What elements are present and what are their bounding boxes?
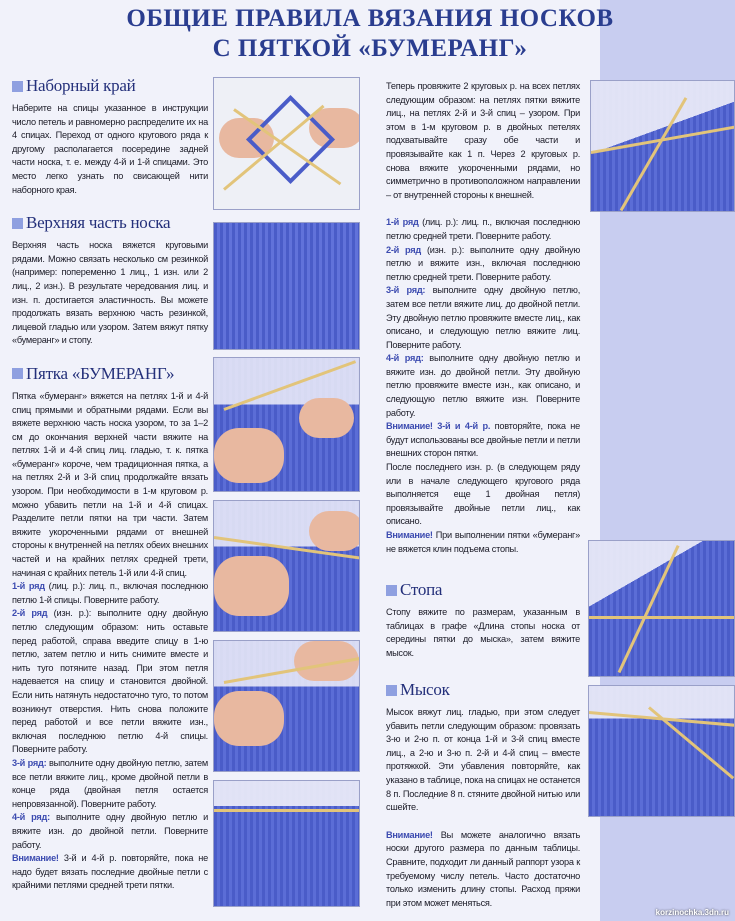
section-heading-cast-on <box>12 76 208 96</box>
heading-text: Верхняя часть носка <box>26 213 171 233</box>
heel-note <box>386 529 580 556</box>
foot-text: Стопу вяжите по размерам, указанным в таблицах в графе «Длина стопы носка от середины пятки до мыска», затем вяжите мысок. <box>386 607 580 658</box>
note-label: Внимание! <box>12 853 59 864</box>
row-text: повторяйте, пока не будут использованы все двойные петли и петли внешних сторон пятки. <box>386 421 580 459</box>
heel-row <box>12 580 208 607</box>
photo-cast-on <box>213 77 360 210</box>
square-bullet-icon <box>12 81 23 92</box>
heading-text: Мысок <box>400 680 450 699</box>
heel-text: Пятка «бумеранг» вяжется на петлях 1-й и 4-й спиц прямыми и обратными рядами. Если вы вяжете верхнюю часть носка узором, то за 1–2 см до окончания верхней части вяжите на петлях 1-й и 4-й спиц лиц. гладью, т. к. пятка «бумеранг» короче, чем традиционная пятка, а на петлях 2-й и 3-й спиц продолжайте вязать узором. При необходимости в 1-м круговом р. можно убавить петли на 1-й и 4-й спицах. Разделите петли пятки на три части. Затем вяжите укороченными рядами от внешней стороны к внутренней на петлях обеих внешних частей и на крайних петлях средней трети, начиная с крайних петель 1-й или 4-й спиц. <box>12 390 208 578</box>
heel-continue-intro: Теперь провяжите 2 круговых р. на всех петлях следующим образом: на петлях пятки вяжите лиц., на петлях 2-й и 3-й спиц – узором. При этом в 1-м круговом р. в двойных петелях подхватывайте сразу обе части и провязывайте как 1 п. Через 2 круговых р. снова вяжите укороченными рядами, но симметрично в противоположном направлении – от внутренней стороны к внешней. <box>386 81 580 200</box>
square-bullet-icon <box>386 585 397 596</box>
cast-on-text: Наберите на спицы указанное в инструкции число петель и равномерно распределите их на 4 спицах. Переход от одного кругового ряда к другому располагается посередине задней части носка, т. е. между 4-й и 1-й спицами. Это место легко узнать по свисающей нити наборного края. <box>12 103 208 195</box>
heel-note <box>12 852 208 893</box>
row-label: 1-й ряд <box>12 581 45 592</box>
row-text: выполните одну двойную петлю и вяжите изн. до двойной петли. Поверните работу. <box>12 812 208 850</box>
hand <box>309 511 360 551</box>
row-label: 4-й ряд: <box>386 353 424 364</box>
note-label: Внимание! <box>386 829 433 840</box>
row-text: (лиц. р.): лиц. п., включая последнюю петлю 1-й спицы. Поверните работу. <box>12 581 208 605</box>
row-label: Внимание! 3-й и 4-й р. <box>386 421 491 432</box>
title-line-2: С ПЯТКОЙ «БУМЕРАНГ» <box>212 35 528 62</box>
background <box>589 686 734 816</box>
heel-row <box>386 216 580 243</box>
photo-foot <box>588 540 735 677</box>
toe-text: Мысок вяжут лиц. гладью, при этом следует убавить петли следующим образом: провязать 3-ю и 2-ю п. от конца 1-й и 3-й спиц вместе лиц., а 2-ю и 3-ю п. 2-й и 4-й спиц – вместе протяжкой. Эти убавления повторяйте, как указано в таблице, пока на спицах не останется 8 п. Последние 8 п. стяните двойной нитью или сшейте. <box>386 707 580 813</box>
note-text: Вы можете аналогично вязать носки другого размера по данным таблицы. Сравните, подходит ли данный раппорт узора к требуемому числу петель. Часто достаточно только изменить длину стопы. Расход пряжи при этом может меняться. <box>386 829 580 908</box>
square-bullet-icon <box>386 685 397 696</box>
foot-section <box>386 580 580 660</box>
photo-heel-4 <box>213 780 360 907</box>
section-heading-top <box>12 213 208 233</box>
top-text: Верхняя часть носка вяжется круговыми рядами. Можно связать несколько см резинкой (например: попеременно 1 лиц., 1 изн. или 2 лиц., 2 изн.). В результате чередования лиц. и изн. п. достигается эластичность. Вы можете продолжать вязать верхнюю часть резинкой, лицевой гладью или узором. Затем вяжут пятку «бумеранг» и стопу. <box>12 240 208 346</box>
toe-section <box>386 680 580 910</box>
heading-text: Стопа <box>400 580 443 599</box>
note-text: 3-й и 4-й р. повторяйте, пока не надо будет вязать последние двойные петли с крайними петлями средней трети пятки. <box>12 853 208 891</box>
hand <box>299 398 354 438</box>
heel-row <box>386 420 580 461</box>
row-text: выполните одну двойную петлю и вяжите изн. до двойной петли. Эту двойную петлю провяжите вместе изн., как описано, и следующую петлю вяжите изн. Поверните работу. <box>386 353 580 418</box>
heel-row <box>12 811 208 852</box>
note-label: Внимание! <box>386 530 433 540</box>
background <box>589 541 734 676</box>
heel-after-text: После последнего изн. р. (в следующем ряду или в начале следующего кругового ряда выполняется еще 1 двойная петля) провязывайте двойные петли лиц., как описано. <box>386 462 580 527</box>
photo-heel-2 <box>213 500 360 632</box>
heel-row <box>386 284 580 352</box>
square-bullet-icon <box>12 218 23 229</box>
heel-row <box>386 244 580 285</box>
row-text: выполните одну двойную петлю, затем все петли вяжите лиц., кроме двойной петли в конце ряда (двойная петля остается непровязанной). Поверните работу. <box>12 757 208 809</box>
photo-toe <box>588 685 735 817</box>
toe-note <box>386 829 580 911</box>
heading-text: Наборный край <box>26 76 136 95</box>
watermark: korzinochka.3dn.ru <box>655 908 729 917</box>
row-text: (лиц. р.): лиц. п., включая последнюю петлю средней трети. Поверните работу. <box>386 217 580 241</box>
right-column <box>386 80 580 556</box>
left-column <box>12 76 208 893</box>
row-label: 2-й ряд <box>12 608 48 619</box>
heel-row <box>386 352 580 420</box>
heel-row <box>12 607 208 757</box>
row-text: выполните одну двойную петлю, затем все петли вяжите лиц. до двойной петли. Эту двойную петлю провяжите вместе лиц., как описано, и следующую петлю вяжите лиц. Поверните работу. <box>386 285 580 350</box>
background <box>214 781 359 906</box>
photo-heel-3 <box>213 640 360 772</box>
note-text: При выполнении пятки «бумеранг» не вяжется клин подъема стопы. <box>386 530 580 554</box>
section-heading-foot <box>386 580 580 600</box>
needle <box>589 616 735 619</box>
hand <box>214 428 284 483</box>
page-title <box>60 4 680 64</box>
hand <box>214 556 289 616</box>
row-label: 3-й ряд: <box>12 757 47 768</box>
needle <box>214 809 360 812</box>
row-text: (изн. р.): выполните одну двойную петлю и вяжите изн., включая последнюю петлю средней трети. Поверните работу. <box>386 244 581 282</box>
square-bullet-icon <box>12 368 23 379</box>
heel-row <box>12 757 208 811</box>
row-label: 3-й ряд: <box>386 285 426 296</box>
row-label: 4-й ряд: <box>12 812 50 823</box>
title-line-1: ОБЩИЕ ПРАВИЛА ВЯЗАНИЯ НОСКОВ <box>126 5 614 32</box>
photo-ribbing <box>213 222 360 350</box>
row-text: (изн. р.): выполните одну двойную петлю следующим образом: нить оставьте перед работой, справа введите спицу в 1-ю петлю, затем петлю и нить снимите вместе и нить туго потяните назад. При этом петля надевается на спицу и становится двойной. Если нить натянуть недостаточно туго, то потом возникнут отверстия. Нить снова положите перед работой и все петли вяжите изн., включая последнюю петлю 4-й спицы. Поверните работу. <box>12 608 208 755</box>
hand <box>214 691 284 746</box>
row-label: 2-й ряд <box>386 244 421 255</box>
photo-heel-1 <box>213 357 360 492</box>
row-label: 1-й ряд <box>386 217 419 228</box>
background <box>591 81 734 211</box>
heading-text: Пятка «БУМЕРАНГ» <box>26 363 175 383</box>
photo-heel-finished <box>590 80 735 212</box>
section-heading-toe <box>386 680 580 700</box>
section-heading-heel <box>12 364 208 384</box>
